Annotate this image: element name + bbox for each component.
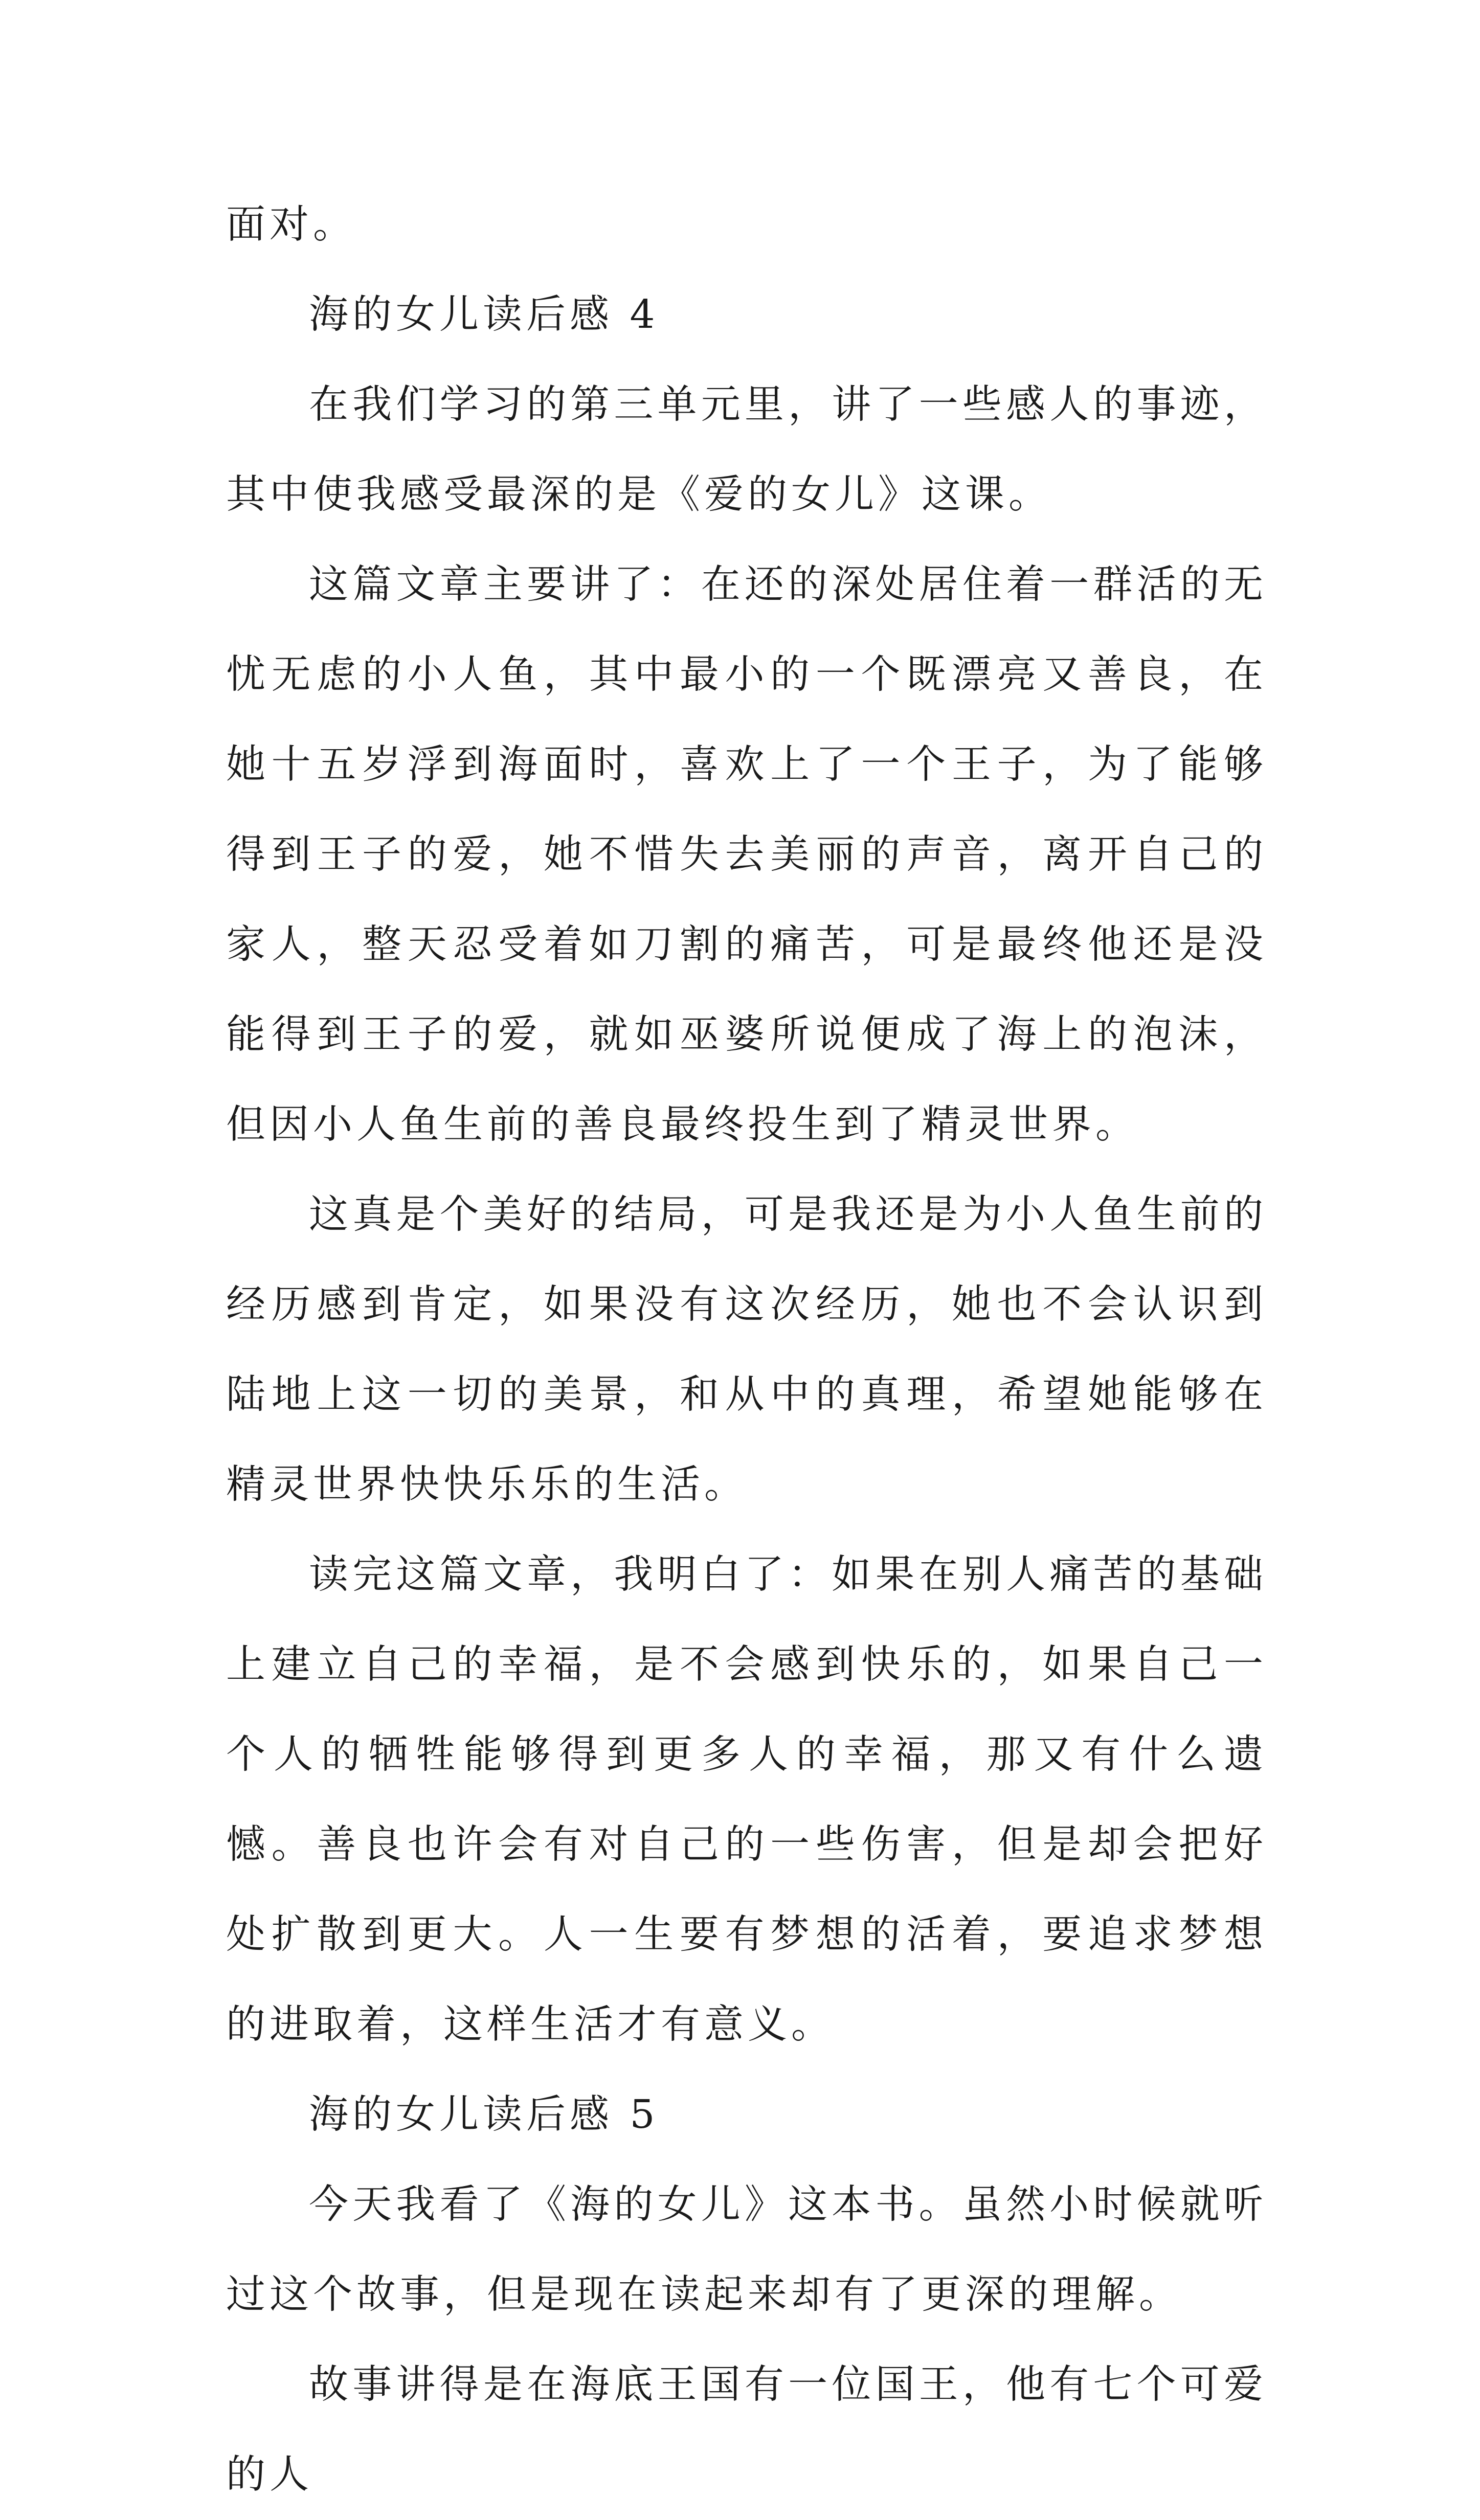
paragraph: 这篇文章主要讲了：在还的深处居住着一群活的无忧无虑的小人鱼，其中最小的一个既漂亮又善良，在她十五岁浮到海面时，喜欢上了一个王子，为了能够得到王子的爱，她不惜失去美丽的声音，离开自己的家人，整天忍受着如刀割的痛苦，可是最终他还是没能得到王子的爱，就如巫婆所说便成了海上的泡沫，但因小人鱼生前的善良最终投生到了精灵世界。 (226, 562, 1267, 1148)
document-body (226, 180, 1267, 2520)
paragraph: 故事讲得是在海底王国有一位国王，他有七个可爱的人 (226, 2362, 1267, 2498)
section-heading: 海的女儿读后感 5 (309, 2092, 659, 2138)
paragraph: 读完这篇文章，我明白了：如果在别人痛苦的基础上建立自己的幸福，是不会感到快乐的，如果自己一个人的牺牲能够得到更多人的幸福，那又有什么遗憾。善良也许会有对自己的一些伤害，但是却会把好处扩散到更大。人一生要有梦想的活着，要追求梦想的进取着，这样生活才有意义。 (226, 1552, 1267, 2048)
paragraph-continuation: 面对。 (226, 202, 356, 248)
paragraph: 在我们学习的第三单元里，讲了一些感人的事迹，其中使我感受最深的是《爱的女儿》这课。 (226, 382, 1267, 518)
paragraph: 今天我看了《海的女儿》这本书。虽然小时候就听过这个故事，但是现在读起来却有了更深的理解。 (226, 2182, 1267, 2318)
section-heading: 海的女儿读后感 4 (309, 292, 659, 338)
paragraph: 这真是个美好的结局，可是我还是为小人鱼生前的经历感到肯定，如果没有这次经历，她也不会认识到陆地上这一切的美景，和从中的真理，希望她能够在精灵世界快快乐乐的生活。 (226, 1192, 1267, 1508)
